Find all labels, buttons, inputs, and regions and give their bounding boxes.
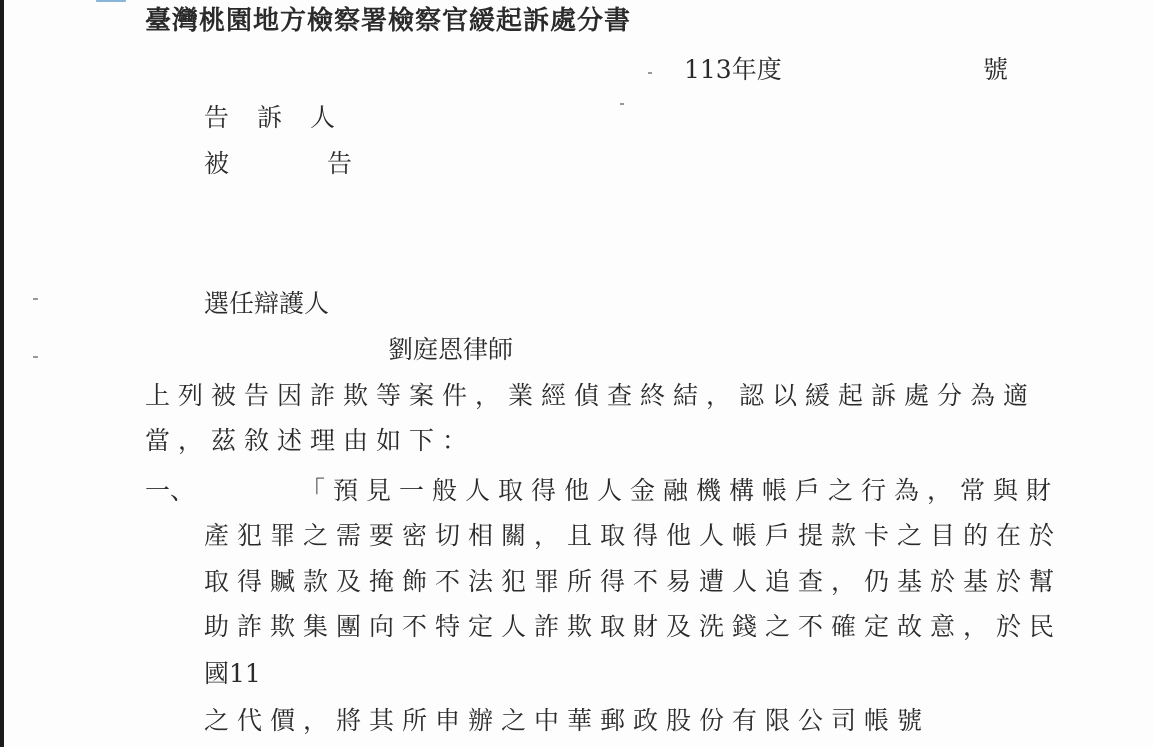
case-year: 113年度 xyxy=(684,55,782,84)
body-line: 「預見一般人取得他人金融機構帳戶之行為，常與財 xyxy=(300,476,1060,505)
defendant-label: 被告 xyxy=(204,149,451,178)
scan-speck xyxy=(33,298,38,300)
complainant-label: 告訴人 xyxy=(204,103,364,132)
scan-speck xyxy=(33,356,38,358)
document-title: 臺灣桃園地方檢察署檢察官緩起訴處分書 xyxy=(145,6,632,36)
scan-speck xyxy=(648,72,652,74)
section-marker: 一、 xyxy=(145,476,196,505)
corner-stamp-mark xyxy=(96,0,126,6)
defender-label: 選任辯護人 xyxy=(204,289,330,318)
scan-speck xyxy=(620,103,624,105)
case-number-suffix: 號 xyxy=(983,55,1009,84)
body-line: 助詐欺集團向不特定人詐欺取財及洗錢之不確定故意，於民 xyxy=(204,612,1063,641)
intro-paragraph-line: 當，茲敘述理由如下： xyxy=(145,426,476,455)
scan-left-edge xyxy=(0,0,4,747)
body-line: 產犯罪之需要密切相關，且取得他人帳戶提款卡之目的在於 xyxy=(204,521,1063,550)
body-line: 國11 xyxy=(204,659,261,688)
intro-paragraph-line: 上列被告因詐欺等案件，業經偵查終結，認以緩起訴處分為適 xyxy=(145,381,1037,410)
body-line: 取得贓款及掩飾不法犯罪所得不易遭人追查，仍基於基於幫 xyxy=(204,567,1063,596)
lawyer-name: 劉庭恩律師 xyxy=(388,335,514,364)
body-line: 之代價，將其所申辦之中華郵政股份有限公司帳號 xyxy=(204,706,931,735)
